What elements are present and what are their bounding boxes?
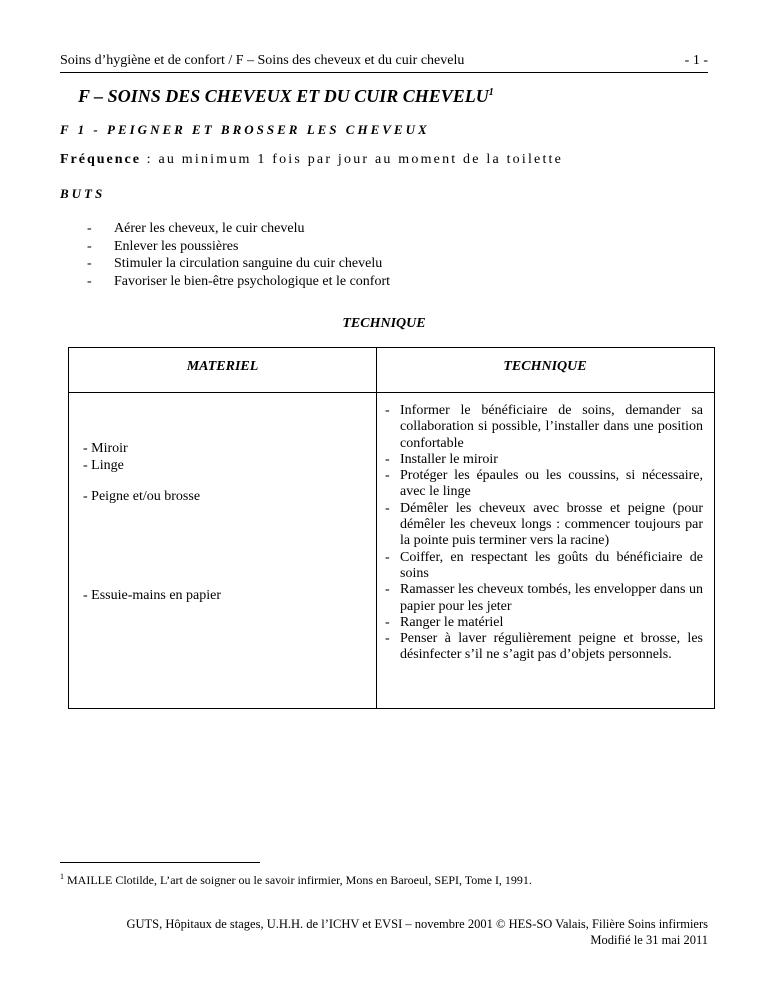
document-title — [78, 86, 494, 107]
technique-step: - Démêler les cheveux avec brosse et peigne (pour démêler les cheveux longs : commencer toujours par la pointe puis terminer vers la racine) — [385, 500, 703, 549]
frequency-line — [60, 152, 563, 168]
technique-step: - Penser à laver régulièrement peigne et brosse, les désinfecter s’il ne s’agit pas d’objets personnels. — [385, 631, 703, 663]
footer-line-1: GUTS, Hôpitaux de stages, U.H.H. de l’ICHV et EVSI – novembre 2001 © HES-SO Valais, Filière Soins infirmiers — [126, 917, 708, 931]
section-heading: F 1 - PEIGNER ET BROSSER LES CHEVEUX — [60, 122, 430, 137]
footnote — [60, 872, 532, 888]
material-item: - Linge — [83, 458, 124, 473]
goals-heading: BUTS — [60, 186, 106, 201]
technique-step: - Coiffer, en respectant les goûts du bénéficiaire de soins — [385, 549, 703, 581]
title-footnote-ref: 1 — [488, 87, 494, 98]
material-item: - Peigne et/ou brosse — [83, 489, 201, 504]
page-header — [60, 52, 708, 73]
footnote-text: MAILLE Clotilde, L’art de soigner ou le savoir infirmier, Mons en Baroeul, SEPI, Tome I, 1991. — [64, 873, 532, 887]
technique-step: - Protéger les épaules ou les coussins, si nécessaire, avec le linge — [385, 468, 703, 500]
material-item: - Miroir — [83, 441, 128, 456]
header-title: Soins d’hygiène et de confort / F – Soins des cheveux et du cuir chevelu — [60, 53, 465, 68]
footer-line-2: Modifié le 31 mai 2011 — [590, 933, 708, 947]
frequency-text: : au minimum 1 fois par jour au moment de la toilette — [140, 152, 564, 167]
technique-steps — [385, 403, 703, 664]
technique-column-header: TECHNIQUE — [503, 359, 587, 374]
page-number: - 1 - — [684, 53, 708, 68]
table-header-divider — [69, 392, 714, 393]
material-column-header: MATERIEL — [186, 359, 259, 374]
page-footer — [126, 916, 708, 948]
material-item: - Essuie-mains en papier — [83, 588, 222, 603]
table-column-divider — [376, 348, 377, 708]
title-text: F – SOINS DES CHEVEUX ET DU CUIR CHEVELU — [78, 86, 489, 106]
technique-step: - Ranger le matériel — [385, 614, 504, 630]
technique-table — [68, 347, 715, 709]
technique-step: - Ramasser les cheveux tombés, les envelopper dans un papier pour les jeter — [385, 582, 703, 614]
technique-step: - Installer le miroir — [385, 451, 498, 467]
footnote-marker: 1 — [60, 872, 64, 881]
technique-step: - Informer le bénéficiaire de soins, demander sa collaboration si possible, l’installer dans une position confortable — [385, 403, 703, 451]
frequency-label: Fréquence — [60, 152, 141, 167]
footnote-separator — [60, 862, 260, 863]
technique-heading: TECHNIQUE — [342, 316, 426, 331]
